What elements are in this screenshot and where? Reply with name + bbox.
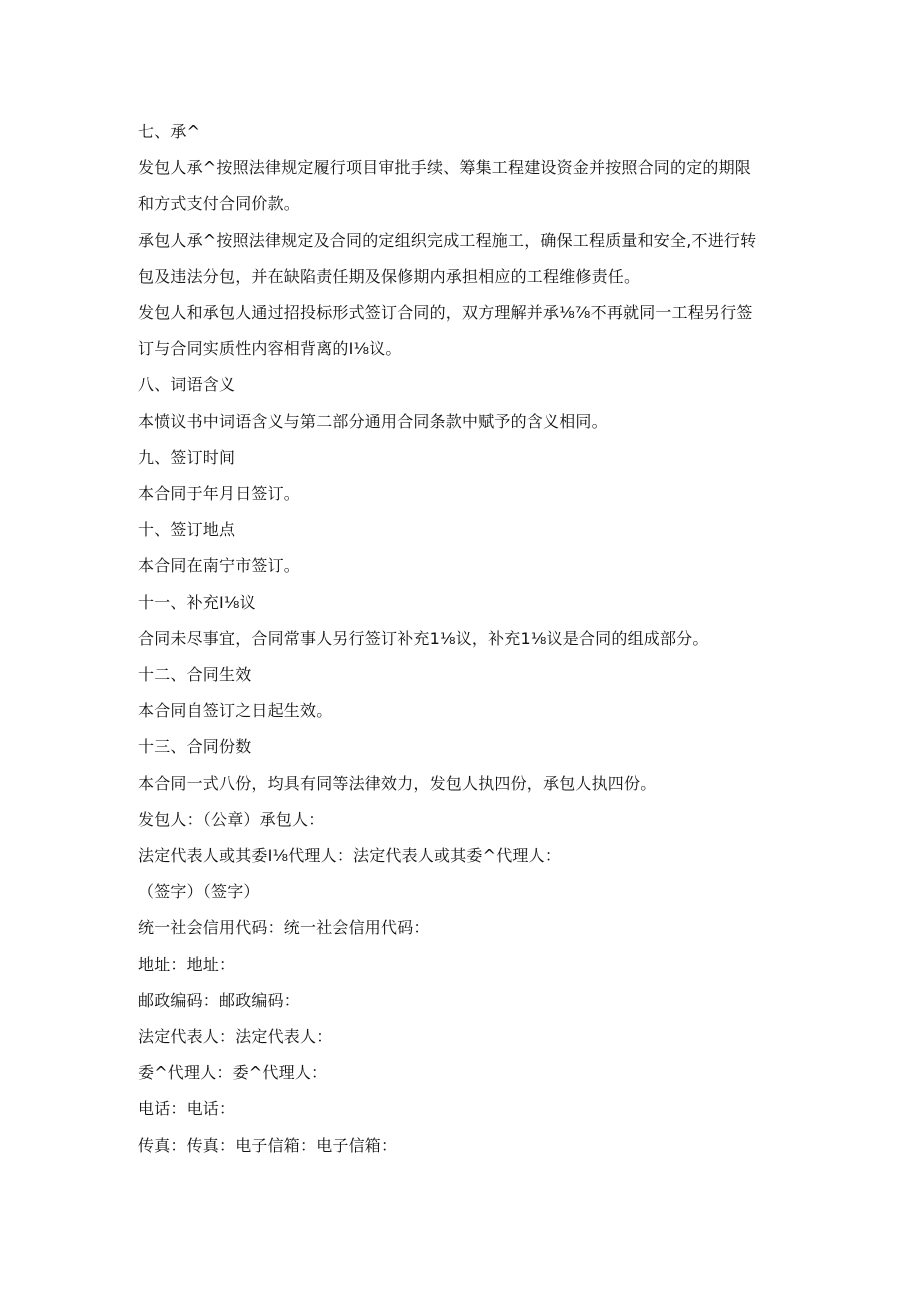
signature-field-line: 法定代表人或其委I⅛代理人：法定代表人或其委^代理人： — [138, 846, 562, 866]
paragraph-line: 订与合同实质性内容相背离的I⅛议。 — [138, 339, 402, 359]
document-body — [138, 114, 788, 1164]
paragraph-line: 本愤议书中词语含义与第二部分通用合同条款中赋予的含义相同。 — [138, 411, 608, 431]
paragraph-line: 发包人和承包人通过招投标形式签订合同的，双方理解并承⅛⅞不再就同一工程另行签 — [138, 303, 753, 323]
signature-field-line: （签字）（签字） — [138, 882, 260, 902]
paragraph-line: 本合同自签订之日起生效。 — [138, 701, 333, 721]
section-heading-definitions: 八、词语含义 — [138, 375, 236, 395]
section-heading-commitment: 七、承^ — [138, 122, 201, 141]
signature-field-line: 传真：传真：电子信箱：电子信箱： — [138, 1135, 398, 1155]
paragraph-line: 发包人承^按照法律规定履行项目审批手续、筹集工程建设资金并按照合同的定的期限 — [138, 158, 752, 178]
signature-field-line: 统一社会信用代码：统一社会信用代码： — [138, 918, 430, 938]
section-heading-effectiveness: 十二、合同生效 — [138, 665, 252, 685]
paragraph-line: 和方式支付合同价款。 — [138, 194, 301, 214]
signature-field-line: 邮政编码：邮政编码： — [138, 990, 301, 1010]
paragraph-line: 承包人承^按照法律规定及合同的定组织完成工程施工，确保工程质量和安全,不进行转 — [138, 230, 757, 250]
paragraph-line: 合同未尽事宜，合同常事人另行签订补充1⅛议，补充1⅛议是合同的组成部分。 — [138, 628, 709, 648]
signature-field-line: 发包人：（公章）承包人： — [138, 809, 325, 829]
section-heading-copies: 十三、合同份数 — [138, 737, 252, 757]
paragraph-line: 本合同在南宁市签订。 — [138, 556, 301, 576]
signature-field-line: 法定代表人：法定代表人： — [138, 1027, 333, 1047]
signature-field-line: 委^代理人：委^代理人： — [138, 1063, 328, 1083]
paragraph-line: 包及违法分包，并在缺陷责任期及保修期内承担相应的工程维修责任。 — [138, 266, 641, 286]
section-heading-supplementary: 十一、补充I⅛议 — [138, 592, 256, 612]
section-heading-signing-place: 十、签订地点 — [138, 520, 236, 540]
paragraph-line: 本合同于年月日签订。 — [138, 484, 301, 504]
section-heading-signing-time: 九、签订时间 — [138, 447, 236, 467]
paragraph-line: 本合同一式八份，均具有同等法律效力，发包人执四份，承包人执四份。 — [138, 773, 657, 793]
signature-field-line: 地址：地址： — [138, 954, 236, 974]
signature-field-line: 电话：电话： — [138, 1099, 236, 1119]
